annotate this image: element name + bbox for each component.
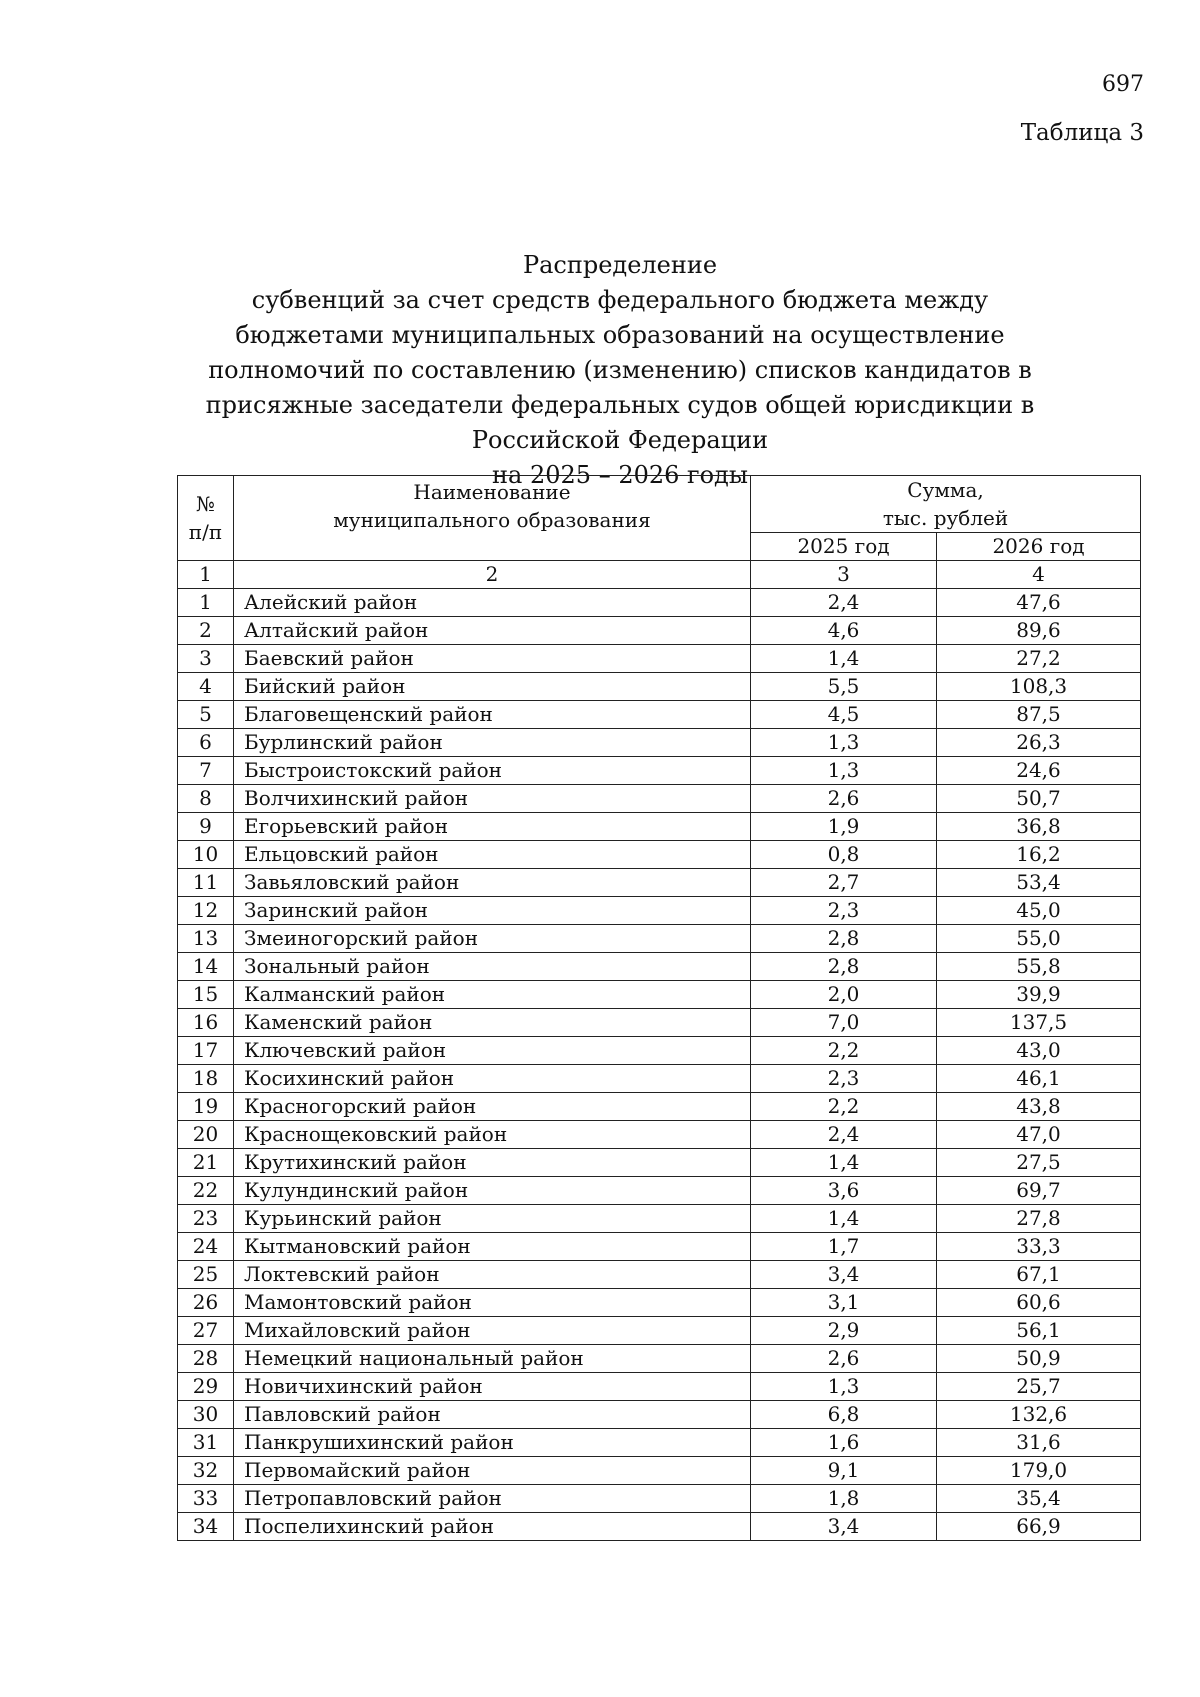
row-number: 3	[178, 645, 234, 673]
header-number-line2: п/п	[188, 520, 223, 544]
table-row	[178, 589, 1141, 617]
table-row	[178, 953, 1141, 981]
row-number: 20	[178, 1121, 234, 1149]
page-number: 697	[1102, 72, 1144, 97]
amount-2026: 33,3	[937, 1233, 1141, 1261]
table-row	[178, 701, 1141, 729]
row-number: 17	[178, 1037, 234, 1065]
row-number: 8	[178, 785, 234, 813]
column-number: 4	[937, 561, 1141, 589]
municipality-name: Алтайский район	[234, 617, 751, 645]
municipality-name: Красногорский район	[234, 1093, 751, 1121]
table-row	[178, 1233, 1141, 1261]
row-number: 23	[178, 1205, 234, 1233]
row-number: 14	[178, 953, 234, 981]
row-number: 4	[178, 673, 234, 701]
municipality-name: Заринский район	[234, 897, 751, 925]
amount-2025: 1,3	[751, 1373, 937, 1401]
row-number: 21	[178, 1149, 234, 1177]
amount-2026: 89,6	[937, 617, 1141, 645]
amount-2026: 27,8	[937, 1205, 1141, 1233]
municipality-name: Алейский район	[234, 589, 751, 617]
municipality-name: Ключевский район	[234, 1037, 751, 1065]
amount-2025: 2,2	[751, 1037, 937, 1065]
municipality-name: Быстроистокский район	[234, 757, 751, 785]
amount-2025: 2,8	[751, 953, 937, 981]
amount-2026: 87,5	[937, 701, 1141, 729]
amount-2026: 56,1	[937, 1317, 1141, 1345]
municipality-name: Михайловский район	[234, 1317, 751, 1345]
amount-2025: 2,8	[751, 925, 937, 953]
municipality-name: Волчихинский район	[234, 785, 751, 813]
amount-2025: 1,3	[751, 757, 937, 785]
amount-2026: 36,8	[937, 813, 1141, 841]
amount-2026: 43,8	[937, 1093, 1141, 1121]
amount-2026: 24,6	[937, 757, 1141, 785]
amount-2026: 47,6	[937, 589, 1141, 617]
header-municipality	[234, 476, 751, 561]
table-row	[178, 757, 1141, 785]
amount-2025: 2,7	[751, 869, 937, 897]
municipality-name: Курьинский район	[234, 1205, 751, 1233]
amount-2025: 4,5	[751, 701, 937, 729]
table-row	[178, 869, 1141, 897]
municipality-name: Бийский район	[234, 673, 751, 701]
municipality-name: Косихинский район	[234, 1065, 751, 1093]
amount-2025: 2,6	[751, 1345, 937, 1373]
column-number: 2	[234, 561, 751, 589]
table-row	[178, 1513, 1141, 1541]
table-row	[178, 673, 1141, 701]
header-sum	[751, 476, 1141, 533]
table-row	[178, 1009, 1141, 1037]
table-row	[178, 1289, 1141, 1317]
municipality-name: Змеиногорский район	[234, 925, 751, 953]
row-number: 15	[178, 981, 234, 1009]
amount-2026: 55,0	[937, 925, 1141, 953]
row-number: 16	[178, 1009, 234, 1037]
amount-2025: 7,0	[751, 1009, 937, 1037]
row-number: 34	[178, 1513, 234, 1541]
amount-2025: 1,4	[751, 1205, 937, 1233]
row-number: 6	[178, 729, 234, 757]
table-label: Таблица 3	[1020, 120, 1144, 146]
amount-2026: 47,0	[937, 1121, 1141, 1149]
amount-2026: 46,1	[937, 1065, 1141, 1093]
amount-2025: 3,4	[751, 1513, 937, 1541]
amount-2025: 4,6	[751, 617, 937, 645]
amount-2026: 31,6	[937, 1429, 1141, 1457]
amount-2025: 0,8	[751, 841, 937, 869]
amount-2025: 2,0	[751, 981, 937, 1009]
municipality-name: Петропавловский район	[234, 1485, 751, 1513]
table-row	[178, 813, 1141, 841]
row-number: 31	[178, 1429, 234, 1457]
table-row	[178, 645, 1141, 673]
row-number: 12	[178, 897, 234, 925]
municipality-name: Кытмановский район	[234, 1233, 751, 1261]
column-number: 3	[751, 561, 937, 589]
amount-2025: 3,1	[751, 1289, 937, 1317]
header-number	[178, 476, 234, 561]
row-number: 2	[178, 617, 234, 645]
amount-2026: 137,5	[937, 1009, 1141, 1037]
amount-2026: 66,9	[937, 1513, 1141, 1541]
row-number: 28	[178, 1345, 234, 1373]
municipality-name: Калманский район	[234, 981, 751, 1009]
header-number-line1: №	[196, 492, 215, 516]
header-sum-line1: Сумма,	[907, 478, 984, 502]
table-row	[178, 1373, 1141, 1401]
amount-2026: 16,2	[937, 841, 1141, 869]
amount-2025: 1,3	[751, 729, 937, 757]
header-municipality-line2: муниципального образования	[333, 508, 651, 532]
title-heading: Распределение	[522, 251, 718, 279]
amount-2025: 1,9	[751, 813, 937, 841]
amount-2026: 179,0	[937, 1457, 1141, 1485]
amount-2025: 2,6	[751, 785, 937, 813]
amount-2025: 2,4	[751, 589, 937, 617]
table-row	[178, 981, 1141, 1009]
amount-2026: 35,4	[937, 1485, 1141, 1513]
header-municipality-line1: Наименование	[413, 480, 571, 504]
row-number: 22	[178, 1177, 234, 1205]
amount-2026: 45,0	[937, 897, 1141, 925]
row-number: 11	[178, 869, 234, 897]
municipality-name: Благовещенский район	[234, 701, 751, 729]
amount-2025: 1,6	[751, 1429, 937, 1457]
amount-2026: 108,3	[937, 673, 1141, 701]
amount-2025: 1,4	[751, 645, 937, 673]
table-row	[178, 1177, 1141, 1205]
amount-2026: 60,6	[937, 1289, 1141, 1317]
table-row	[178, 897, 1141, 925]
municipality-name: Кулундинский район	[234, 1177, 751, 1205]
municipality-name: Бурлинский район	[234, 729, 751, 757]
row-number: 18	[178, 1065, 234, 1093]
table-row	[178, 1345, 1141, 1373]
municipality-name: Баевский район	[234, 645, 751, 673]
row-number: 33	[178, 1485, 234, 1513]
table-row	[178, 785, 1141, 813]
municipality-name: Поспелихинский район	[234, 1513, 751, 1541]
row-number: 10	[178, 841, 234, 869]
amount-2025: 1,4	[751, 1149, 937, 1177]
amount-2026: 27,5	[937, 1149, 1141, 1177]
amount-2026: 27,2	[937, 645, 1141, 673]
row-number: 24	[178, 1233, 234, 1261]
amount-2025: 5,5	[751, 673, 937, 701]
row-number: 32	[178, 1457, 234, 1485]
table-row	[178, 1149, 1141, 1177]
table-row	[178, 1093, 1141, 1121]
table-row	[178, 1401, 1141, 1429]
amount-2025: 2,9	[751, 1317, 937, 1345]
column-number-row	[178, 561, 1141, 589]
table-row	[178, 617, 1141, 645]
table-row	[178, 841, 1141, 869]
municipality-name: Каменский район	[234, 1009, 751, 1037]
amount-2026: 50,7	[937, 785, 1141, 813]
table-row	[178, 1065, 1141, 1093]
column-number: 1	[178, 561, 234, 589]
amount-2025: 1,8	[751, 1485, 937, 1513]
table-row	[178, 925, 1141, 953]
table-row	[178, 1429, 1141, 1457]
amount-2026: 67,1	[937, 1261, 1141, 1289]
table-row	[178, 729, 1141, 757]
amount-2026: 53,4	[937, 869, 1141, 897]
row-number: 19	[178, 1093, 234, 1121]
table-body	[178, 589, 1141, 1541]
amount-2025: 3,6	[751, 1177, 937, 1205]
table-header	[178, 476, 1141, 589]
document-title	[180, 248, 1060, 493]
header-year-2026: 2026 год	[937, 533, 1141, 561]
row-number: 13	[178, 925, 234, 953]
amount-2025: 2,3	[751, 897, 937, 925]
amount-2026: 25,7	[937, 1373, 1141, 1401]
municipality-name: Краснощековский район	[234, 1121, 751, 1149]
row-number: 5	[178, 701, 234, 729]
amount-2026: 69,7	[937, 1177, 1141, 1205]
municipality-name: Мамонтовский район	[234, 1289, 751, 1317]
amount-2026: 55,8	[937, 953, 1141, 981]
amount-2026: 39,9	[937, 981, 1141, 1009]
table-row	[178, 1485, 1141, 1513]
amount-2026: 132,6	[937, 1401, 1141, 1429]
amount-2026: 26,3	[937, 729, 1141, 757]
header-year-2025: 2025 год	[751, 533, 937, 561]
municipality-name: Завьяловский район	[234, 869, 751, 897]
municipality-name: Егорьевский район	[234, 813, 751, 841]
amount-2025: 2,4	[751, 1121, 937, 1149]
municipality-name: Локтевский район	[234, 1261, 751, 1289]
title-years: на 2025 – 2026 годы	[492, 461, 748, 489]
row-number: 27	[178, 1317, 234, 1345]
table-row	[178, 1457, 1141, 1485]
table-row	[178, 1317, 1141, 1345]
municipality-name: Немецкий национальный район	[234, 1345, 751, 1373]
row-number: 7	[178, 757, 234, 785]
row-number: 25	[178, 1261, 234, 1289]
row-number: 26	[178, 1289, 234, 1317]
amount-2026: 43,0	[937, 1037, 1141, 1065]
amount-2025: 3,4	[751, 1261, 937, 1289]
municipality-name: Павловский район	[234, 1401, 751, 1429]
amount-2025: 1,7	[751, 1233, 937, 1261]
municipality-name: Ельцовский район	[234, 841, 751, 869]
municipality-name: Панкрушихинский район	[234, 1429, 751, 1457]
amount-2025: 2,3	[751, 1065, 937, 1093]
amount-2025: 2,2	[751, 1093, 937, 1121]
row-number: 1	[178, 589, 234, 617]
row-number: 30	[178, 1401, 234, 1429]
amount-2026: 50,9	[937, 1345, 1141, 1373]
table-row	[178, 1037, 1141, 1065]
header-sum-line2: тыс. рублей	[882, 506, 1009, 530]
table-row	[178, 1205, 1141, 1233]
amount-2025: 6,8	[751, 1401, 937, 1429]
row-number: 29	[178, 1373, 234, 1401]
municipality-name: Новичихинский район	[234, 1373, 751, 1401]
municipality-name: Первомайский район	[234, 1457, 751, 1485]
municipality-name: Крутихинский район	[234, 1149, 751, 1177]
title-body: субвенций за счет средств федерального бюджета между бюджетами муниципальных образований на осуществление полномочий по составлению (изменению) списков кандидатов в присяжные заседатели федеральных судов общей юрисдикции в Российской Федерации	[205, 286, 1035, 454]
table-row	[178, 1121, 1141, 1149]
row-number: 9	[178, 813, 234, 841]
subsidy-table	[177, 475, 1141, 1541]
municipality-name: Зональный район	[234, 953, 751, 981]
table-row	[178, 1261, 1141, 1289]
amount-2025: 9,1	[751, 1457, 937, 1485]
